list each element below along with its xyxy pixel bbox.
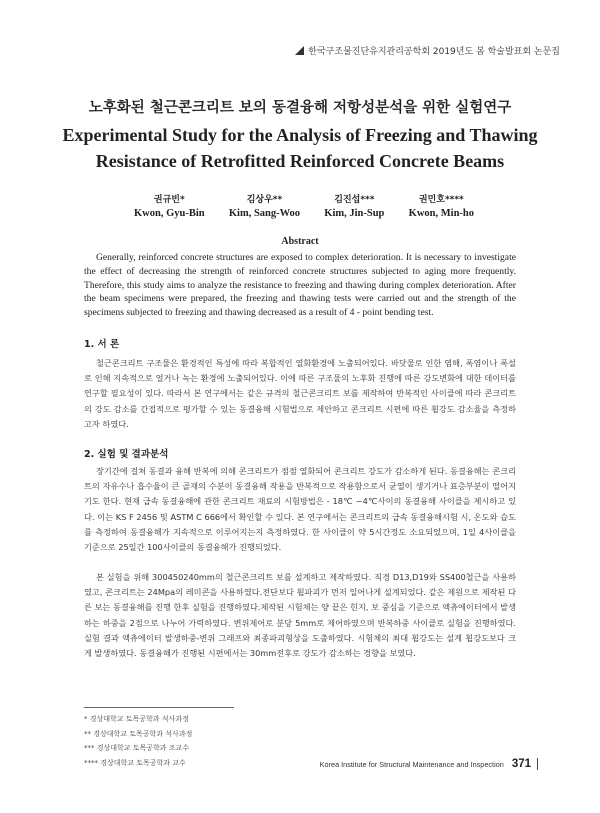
title-english — [40, 122, 560, 174]
author-name-ko: 권민호**** — [418, 195, 464, 205]
author-list — [134, 192, 474, 219]
title-english-line-2: Resistance of Retrofitted Reinforced Concrete Beams — [95, 151, 505, 171]
footnote-3: *** 경상대학교 토목공학과 조교수 — [84, 744, 190, 752]
author-3 — [324, 192, 384, 219]
abstract-body: Generally, reinforced concrete structures are exposed to complex deterioration. It is necessary to investigate the effect of decreasing the strength of reinforced concrete structures subjected to aging more frequently. Therefore, this study aims to analyze the resistance to freezing and thawing during complex deterioration. After the beam specimens were prepared, the freezing and thawing tests were carried out and the strength of the specimens subjected to freezing and thawing decreased as a result of 4 - point bending test. — [84, 252, 516, 319]
author-name-en: Kim, Jin-Sup — [324, 208, 385, 219]
author-name-ko: 김상우** — [246, 195, 283, 205]
author-name-en: Kim, Sang-Woo — [228, 208, 301, 219]
author-4 — [409, 192, 474, 219]
page-footer — [320, 758, 538, 770]
author-name-ko: 권규빈* — [153, 195, 185, 205]
footnote-divider — [84, 707, 234, 708]
footer-institution: Korea Institute for Structural Maintenance and Inspection — [319, 759, 504, 769]
title-english-line-1: Experimental Study for the Analysis of Freezing and Thawing — [62, 125, 538, 145]
author-name-en: Kwon, Gyu-Bin — [134, 208, 205, 219]
triangle-icon — [295, 46, 304, 55]
page-number: 371 — [511, 758, 531, 770]
section-2-paragraph-2: 본 실험을 위해 300450240mm의 철근콘크리트 보를 설계하고 제작하였다. 직경 D13,D19와 SS400철근을 사용하였고, 콘크리트는 24Mpa의 레미콘을 사용하였다.전단보다 휨파괴가 먼저 일어나게 설계되었다. 같은 제원으로 제작된 다른 보는 동결융해를 진행 한후 실험을 진행하였다.제작된 시험체는 양 끝은 힌지, 보 중심을 기준으로 액츄에이터에서 발생하는 하중을 2점으로 나누어 가력하였다. 변위제어로 분당 5mm로 제어하였으며 반복하중 사이클로 실험을 진행하였다. 실험 결과 액츄에이터 발생하중-변위 그래프와 최종파괴형상을 도출하였다. 시험체의 최대 휨강도는 설계 휨강도보다 크게 발생하였다. 동결융해가 진행된 시편에서는 30mm전후로 강도가 감소하는 경향을 보였다. — [84, 572, 516, 659]
section-1-paragraph: 철근콘크리트 구조물은 환경적인 특성에 따라 복합적인 열화환경에 노출되어있다. 바닷물로 인한 염해, 폭염이나 폭설로 인해 지속적으로 얼거나 녹는 환경에 노출되어있다. 이에 따른 구조물의 노후화 진행에 따른 강도변화에 대한 데이터를 연구할 필요성이 있다. 따라서 본 연구에서는 같은 규격의 철근콘크리트 보를 제작하여 반복적인 사이클에 따라 콘크리트의 강도 감소를 간접적으로 평가할 수 있는 동결융해 시험법으로 제안하고 콘크리트 시편에 따른 휨강도 감소율을 측정하고자 하였다. — [84, 358, 516, 429]
title-korean: 노후화된 철근콘크리트 보의 동결융해 저항성분석을 위한 실험연구 — [88, 100, 512, 116]
section-2-paragraph-1: 장기간에 걸쳐 동결과 융해 반복에 의해 콘크리트가 점점 열화되어 콘크리트 강도가 감소하게 된다. 동결융해는 콘크리트의 자유수나 흡수율이 큰 골재의 수분이 동결융해 작용을 반복적으로 작용함으로서 균열이 생기거나 표층부분이 떨어지기도 한다. 현재 급속 동결융해에 관한 콘크리트 재료의 시험방법은 - 18℃ ~4℃사이의 동결융해 사이클을 제시하고 있다. 이는 KS F 2456 및 ASTM C 666에서 확인할 수 있다. 본 연구에서는 콘크리트의 급속 동결융해시험 시, 온도와 습도를 측정하여 동결융해가 지속적으로 이루어지는지 측정하였다. 한 사이클이 약 5시간정도 소요되었으며, 1일 4사이클을 기준으로 25일간 100사이클의 동결융해가 진행되었다. — [84, 466, 516, 553]
abstract-heading: Abstract — [281, 236, 319, 247]
running-header — [295, 44, 560, 57]
footer-bar — [537, 758, 538, 770]
author-name-en: Kwon, Min-ho — [408, 208, 474, 219]
footnote-1: * 경상대학교 토목공학과 석사과정 — [84, 715, 189, 723]
section-1-heading: 1. 서 론 — [84, 339, 120, 350]
author-2 — [229, 192, 300, 219]
author-name-ko: 김진섭*** — [334, 195, 375, 205]
footnote-4: **** 경상대학교 토목공학과 교수 — [84, 758, 186, 767]
section-2-heading: 2. 실험 및 결과분석 — [84, 449, 169, 460]
journal-name: 한국구조물진단유지관리공학회 2019년도 봄 학술발표회 논문집 — [308, 47, 560, 57]
footnote-2: ** 경상대학교 토목공학과 석사과정 — [84, 729, 193, 738]
footnotes — [84, 712, 192, 770]
author-1 — [134, 192, 205, 219]
